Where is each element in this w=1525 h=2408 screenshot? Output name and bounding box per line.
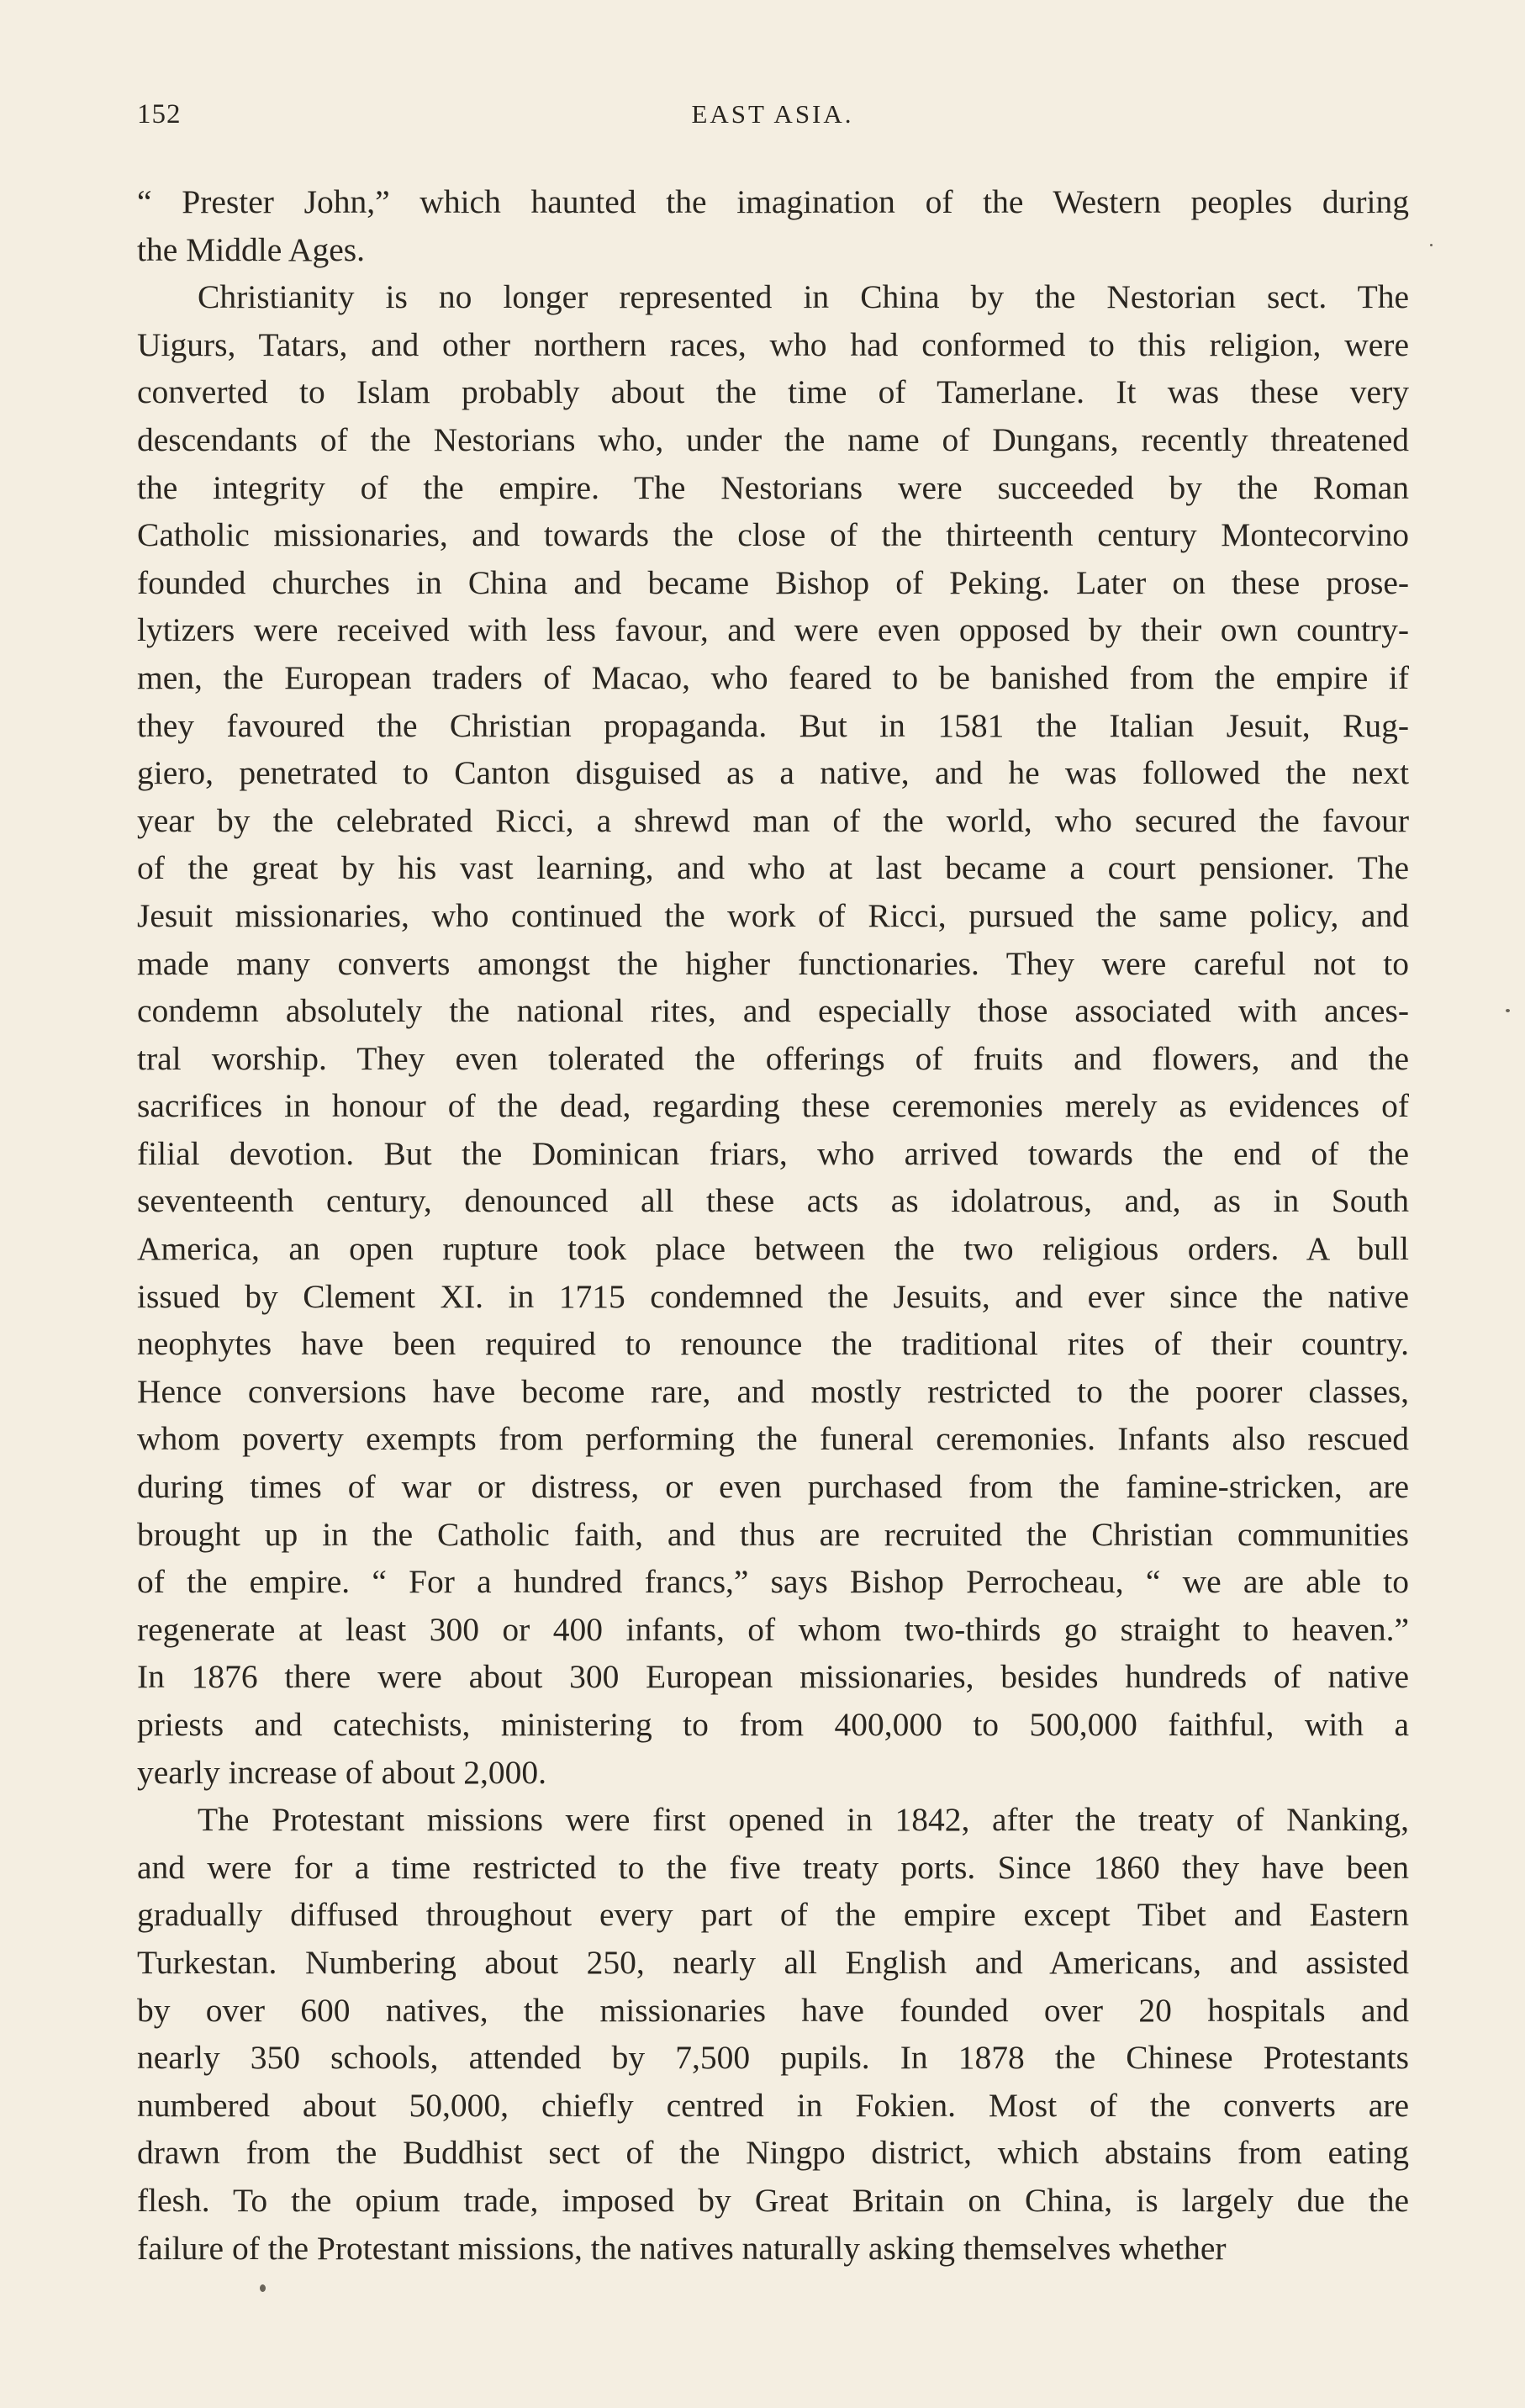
text-line: of the great by his vast learning, and who at last became a court pensioner. The — [137, 849, 1409, 887]
text-line: men, the European traders of Macao, who feared to be banished from the empire if — [137, 658, 1409, 696]
text-line: gradually diffused throughout every part of the empire except Tibet and Eastern — [137, 1896, 1409, 1934]
text-line: of the empire. “ For a hundred francs,” says Bishop Perrocheau, “ we are able to — [137, 1563, 1409, 1601]
text-line: founded churches in China and became Bishop of Peking. Later on these prose- — [137, 563, 1409, 601]
text-line: flesh. To the opium trade, imposed by Great Britain on China, is largely due the — [137, 2181, 1409, 2219]
text-line: the integrity of the empire. The Nestorians were succeeded by the Roman — [137, 468, 1409, 506]
text-line: Catholic missionaries, and towards the close of the thirteenth century Montecorvino — [137, 516, 1409, 554]
print-speck — [1506, 1009, 1510, 1012]
text-line: yearly increase of about 2,000. — [137, 1753, 546, 1791]
text-line: made many converts amongst the higher functionaries. They were careful not to — [137, 944, 1409, 982]
paragraph — [137, 273, 1409, 1796]
text-line: seventeenth century, denounced all these acts as idolatrous, and, as in South — [137, 1182, 1409, 1220]
text-line: “ Prester John,” which haunted the imagination of the Western peoples during — [137, 183, 1409, 220]
paragraph — [137, 178, 1409, 273]
print-speck — [260, 2284, 266, 2292]
text-line: Turkestan. Numbering about 250, nearly all English and Americans, and assisted — [137, 1943, 1409, 1981]
text-line: drawn from the Buddhist sect of the Ningpo district, which abstains from eating — [137, 2134, 1409, 2172]
text-line: sacrifices in honour of the dead, regarding these ceremonies merely as evidences of — [137, 1087, 1409, 1125]
running-title: EAST ASIA. — [691, 99, 854, 129]
page-header — [137, 99, 1408, 140]
text-line: year by the celebrated Ricci, a shrewd man of the world, who secured the favour — [137, 801, 1409, 839]
text-line: they favoured the Christian propaganda. But in 1581 the Italian Jesuit, Rug- — [137, 706, 1409, 744]
text-line: America, an open rupture took place between the two religious orders. A bull — [137, 1230, 1409, 1268]
text-line: regenerate at least 300 or 400 infants, of whom two-thirds go straight to heaven.” — [137, 1610, 1409, 1648]
text-line: In 1876 there were about 300 European missionaries, besides hundreds of native — [137, 1658, 1409, 1696]
text-line: Hence conversions have become rare, and mostly restricted to the poorer classes, — [137, 1372, 1409, 1410]
text-line: condemn absolutely the national rites, and especially those associated with ances- — [137, 992, 1409, 1030]
text-line: whom poverty exempts from performing the funeral ceremonies. Infants also rescued — [137, 1420, 1409, 1458]
text-line: The Protestant missions were first opened in 1842, after the treaty of Nanking, — [198, 1801, 1409, 1839]
text-line: Jesuit missionaries, who continued the work of Ricci, pursued the same policy, and — [137, 896, 1409, 934]
text-line: filial devotion. But the Dominican friars, who arrived towards the end of the — [137, 1134, 1409, 1172]
text-line: by over 600 natives, the missionaries have founded over 20 hospitals and — [137, 1991, 1409, 2029]
text-line: during times of war or distress, or even purchased from the famine-stricken, are — [137, 1468, 1409, 1506]
body-text — [137, 178, 1409, 2272]
text-line: Uigurs, Tatars, and other northern races, who had conformed to this religion, were — [137, 325, 1409, 363]
page-number: 152 — [137, 99, 182, 129]
text-line: neophytes have been required to renounce the traditional rites of their country. — [137, 1325, 1409, 1363]
text-line: and were for a time restricted to the five treaty ports. Since 1860 they have been — [137, 1848, 1409, 1886]
text-line: numbered about 50,000, chiefly centred in Fokien. Most of the converts are — [137, 2086, 1409, 2124]
text-line: priests and catechists, ministering to from 400,000 to 500,000 faithful, with a — [137, 1706, 1409, 1743]
text-line: brought up in the Catholic faith, and thus are recruited the Christian communities — [137, 1515, 1409, 1553]
text-line: giero, penetrated to Canton disguised as a native, and he was followed the next — [137, 754, 1409, 792]
text-line: Christianity is no longer represented in China by the Nestorian sect. The — [198, 278, 1409, 316]
text-line: issued by Clement XI. in 1715 condemned the Jesuits, and ever since the native — [137, 1277, 1409, 1315]
text-line: nearly 350 schools, attended by 7,500 pupils. In 1878 the Chinese Protestants — [137, 2039, 1409, 2077]
text-line: lytizers were received with less favour, and were even opposed by their own country- — [137, 611, 1409, 649]
text-line: the Middle Ages. — [137, 230, 365, 268]
text-line: tral worship. They even tolerated the offerings of fruits and flowers, and the — [137, 1039, 1409, 1077]
print-speck — [1430, 244, 1433, 246]
paragraph — [137, 1796, 1409, 2272]
text-line: failure of the Protestant missions, the natives naturally asking themselves whether — [137, 2229, 1227, 2267]
text-line: converted to Islam probably about the time of Tamerlane. It was these very — [137, 373, 1409, 411]
text-line: descendants of the Nestorians who, under the name of Dungans, recently threatened — [137, 420, 1409, 458]
